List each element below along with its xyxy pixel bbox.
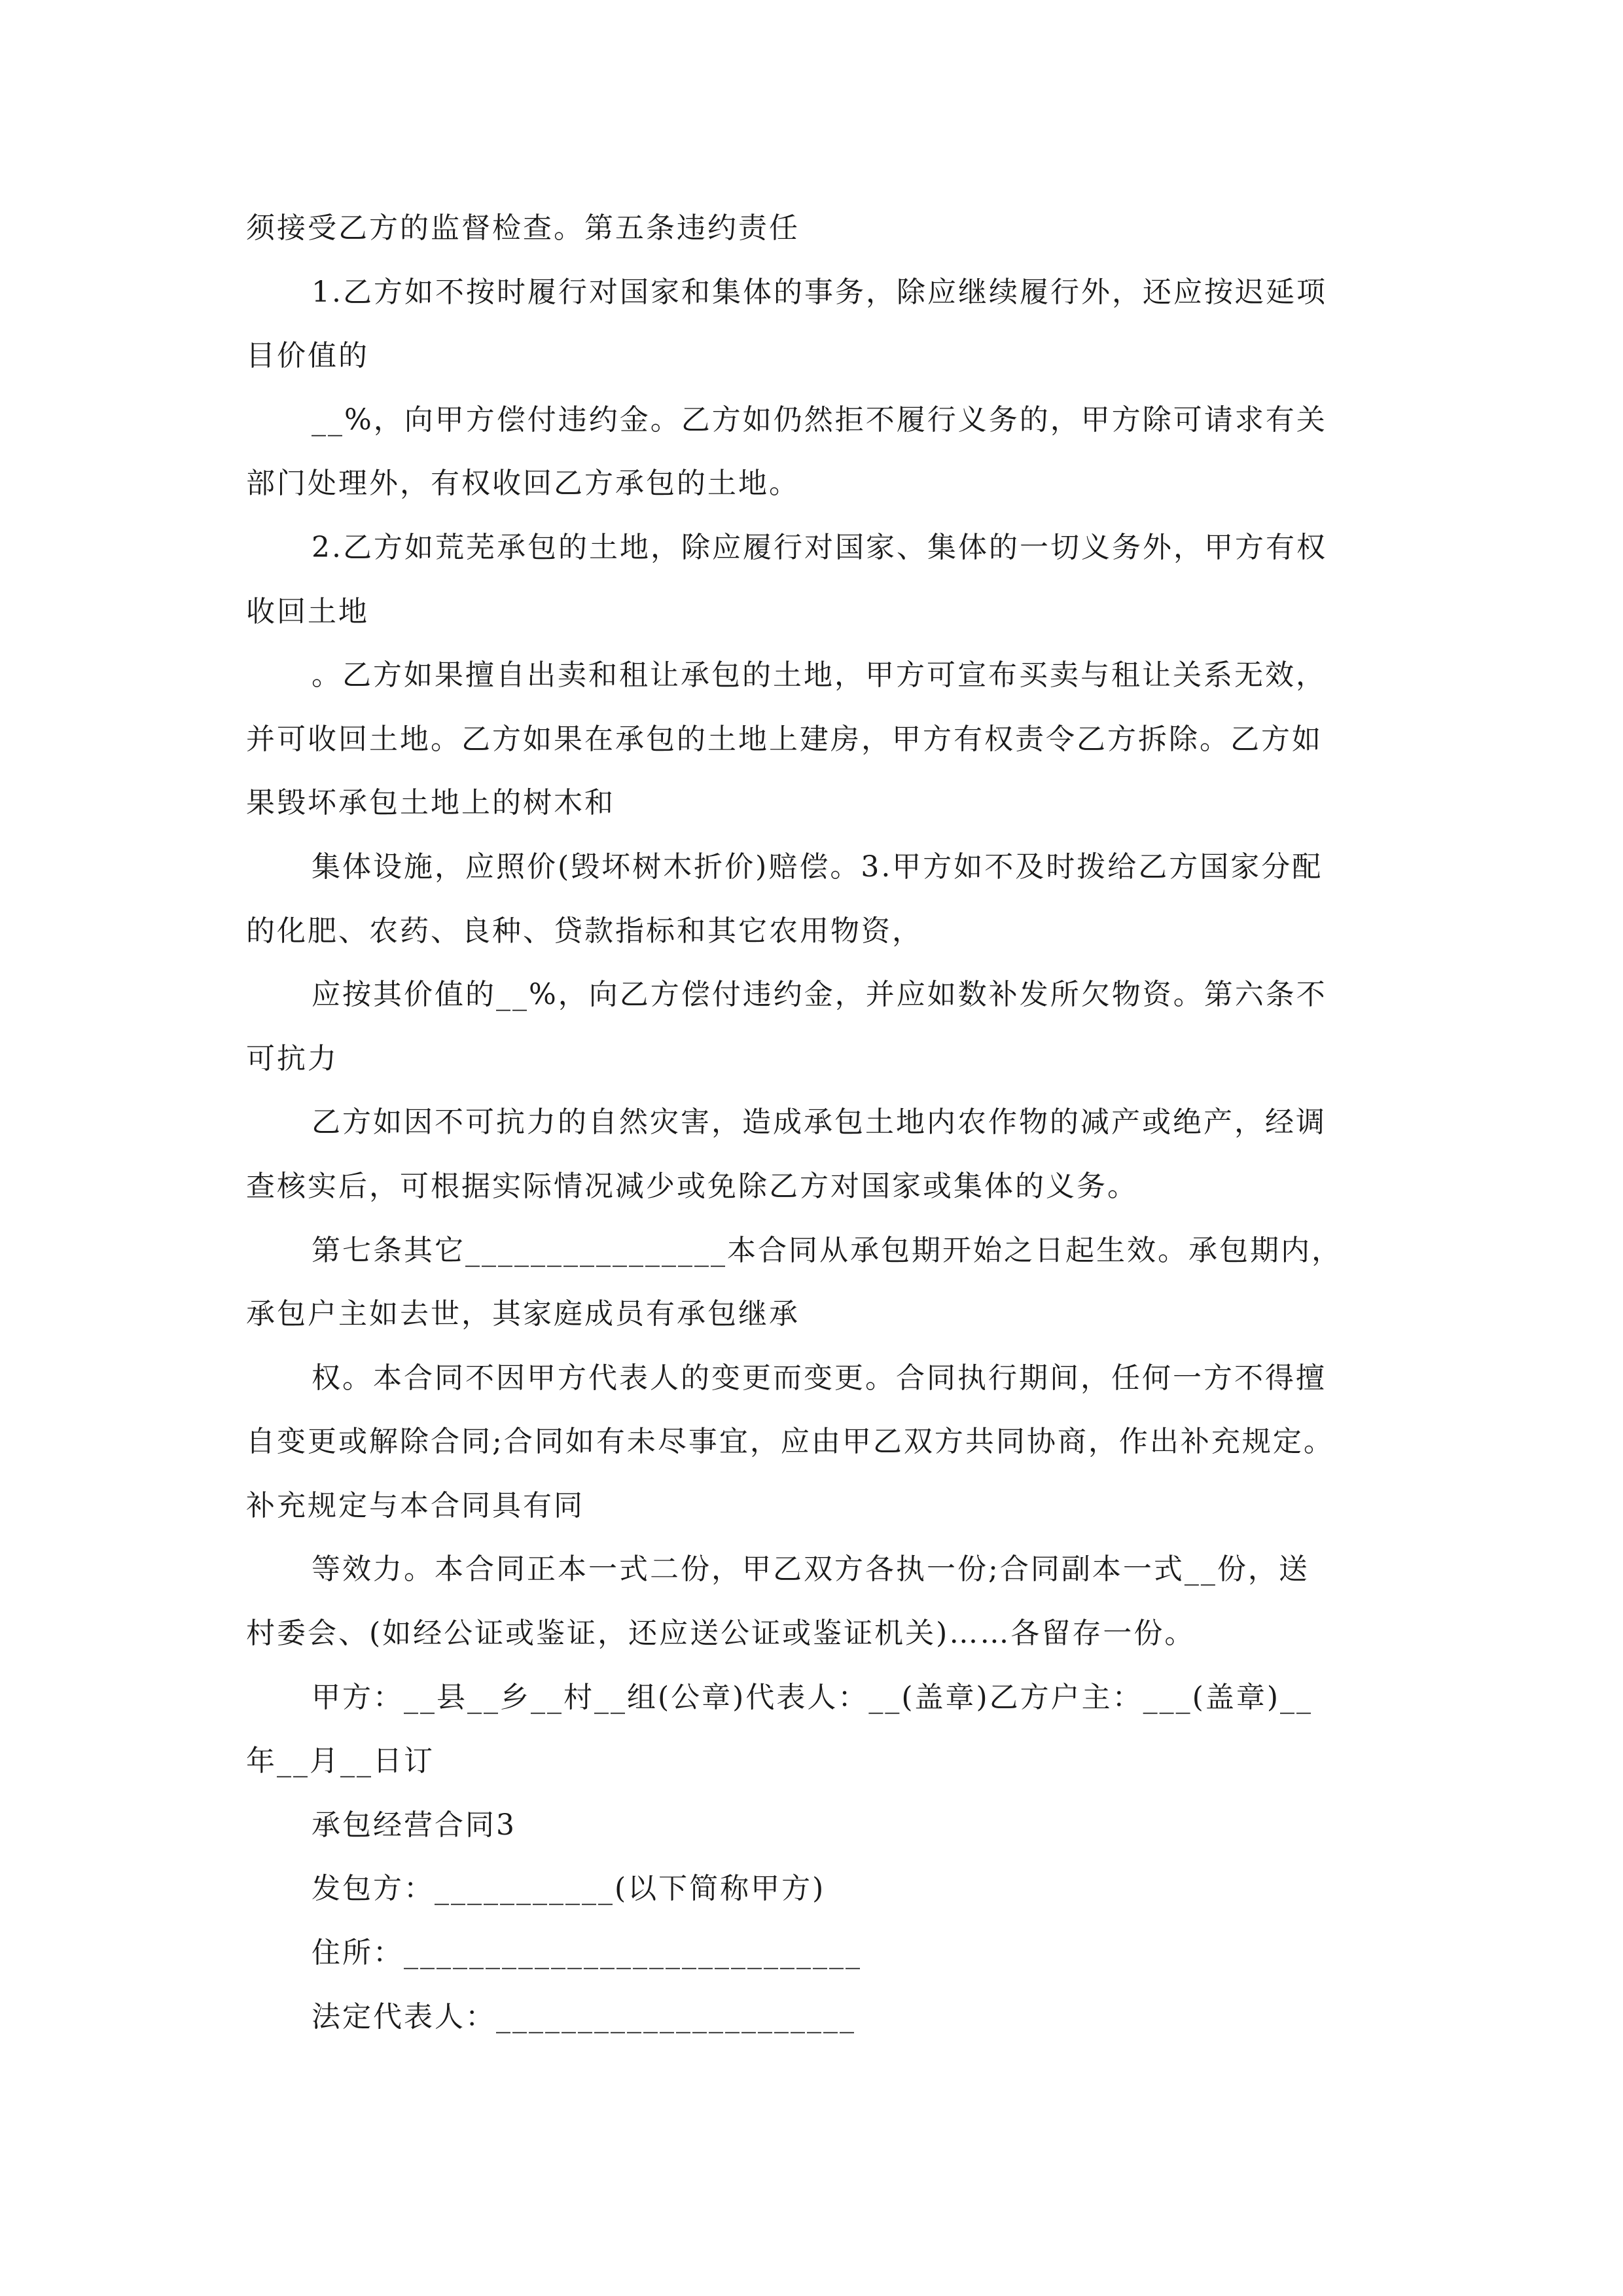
document-text-line: 补充规定与本合同具有同: [246, 1488, 584, 1522]
document-text-line: 承包户主如去世，其家庭成员有承包继承: [246, 1297, 800, 1331]
document-text-line: 权。本合同不因甲方代表人的变更而变更。合同执行期间，任何一方不得擅: [312, 1361, 1327, 1395]
document-text-line: 1.乙方如不按时履行对国家和集体的事务，除应继续履行外，还应按迟延项: [312, 275, 1327, 309]
document-text-line: 部门处理外，有权收回乙方承包的土地。: [246, 467, 800, 501]
document-text-line: 等效力。本合同正本一式二份，甲乙双方各执一份;合同副本一式__份，送: [312, 1552, 1310, 1587]
document-text-line: 承包经营合同3: [312, 1808, 516, 1842]
document-text-line: 甲方：__县__乡__村__组(公章)代表人：__(盖章)乙方户主：___(盖章)__: [312, 1680, 1313, 1714]
document-text-line: 村委会、(如经公证或鉴证，还应送公证或鉴证机关)……各留存一份。: [246, 1617, 1196, 1651]
document-body: [246, 196, 1398, 2049]
document-text-line: 发包方：___________(以下简称甲方): [312, 1872, 826, 1906]
document-text-line: 收回土地: [246, 594, 369, 628]
document-text-line: 果毁坏承包土地上的树木和: [246, 786, 615, 820]
document-text-line: 2.乙方如荒芜承包的土地，除应履行对国家、集体的一切义务外，甲方有权: [312, 530, 1327, 564]
document-text-line: 年__月__日订: [246, 1744, 435, 1778]
document-text-line: 的化肥、农药、良种、贷款指标和其它农用物资，: [246, 914, 923, 948]
document-text-line: 法定代表人：______________________: [312, 2000, 856, 2034]
document-text-line: 住所：____________________________: [312, 1936, 862, 1970]
document-text-line: __%，向甲方偿付违约金。乙方如仍然拒不履行义务的，甲方除可请求有关: [312, 403, 1327, 437]
document-text-line: 可抗力: [246, 1041, 338, 1075]
document-text-line: 目价值的: [246, 339, 369, 373]
document-text-line: 自变更或解除合同;合同如有未尽事宜，应由甲乙双方共同协商，作出补充规定。: [246, 1425, 1334, 1459]
document-text-line: 第七条其它________________本合同从承包期开始之日起生效。承包期内，: [312, 1233, 1342, 1267]
document-text-line: 查核实后，可根据实际情况减少或免除乙方对国家或集体的义务。: [246, 1169, 1138, 1203]
document-text-line: 。乙方如果擅自出卖和租让承包的土地，甲方可宣布买卖与租让关系无效，: [312, 658, 1327, 692]
document-text-line: 乙方如因不可抗力的自然灾害，造成承包土地内农作物的减产或绝产，经调: [312, 1105, 1327, 1139]
document-text-line: 集体设施，应照价(毁坏树木折价)赔偿。3.甲方如不及时拨给乙方国家分配: [312, 850, 1323, 884]
document-text-line: 须接受乙方的监督检查。第五条违约责任: [246, 211, 800, 245]
document-text-line: 应按其价值的__%，向乙方偿付违约金，并应如数补发所欠物资。第六条不: [312, 978, 1327, 1012]
document-text-line: 并可收回土地。乙方如果在承包的土地上建房，甲方有权责令乙方拆除。乙方如: [246, 722, 1323, 756]
